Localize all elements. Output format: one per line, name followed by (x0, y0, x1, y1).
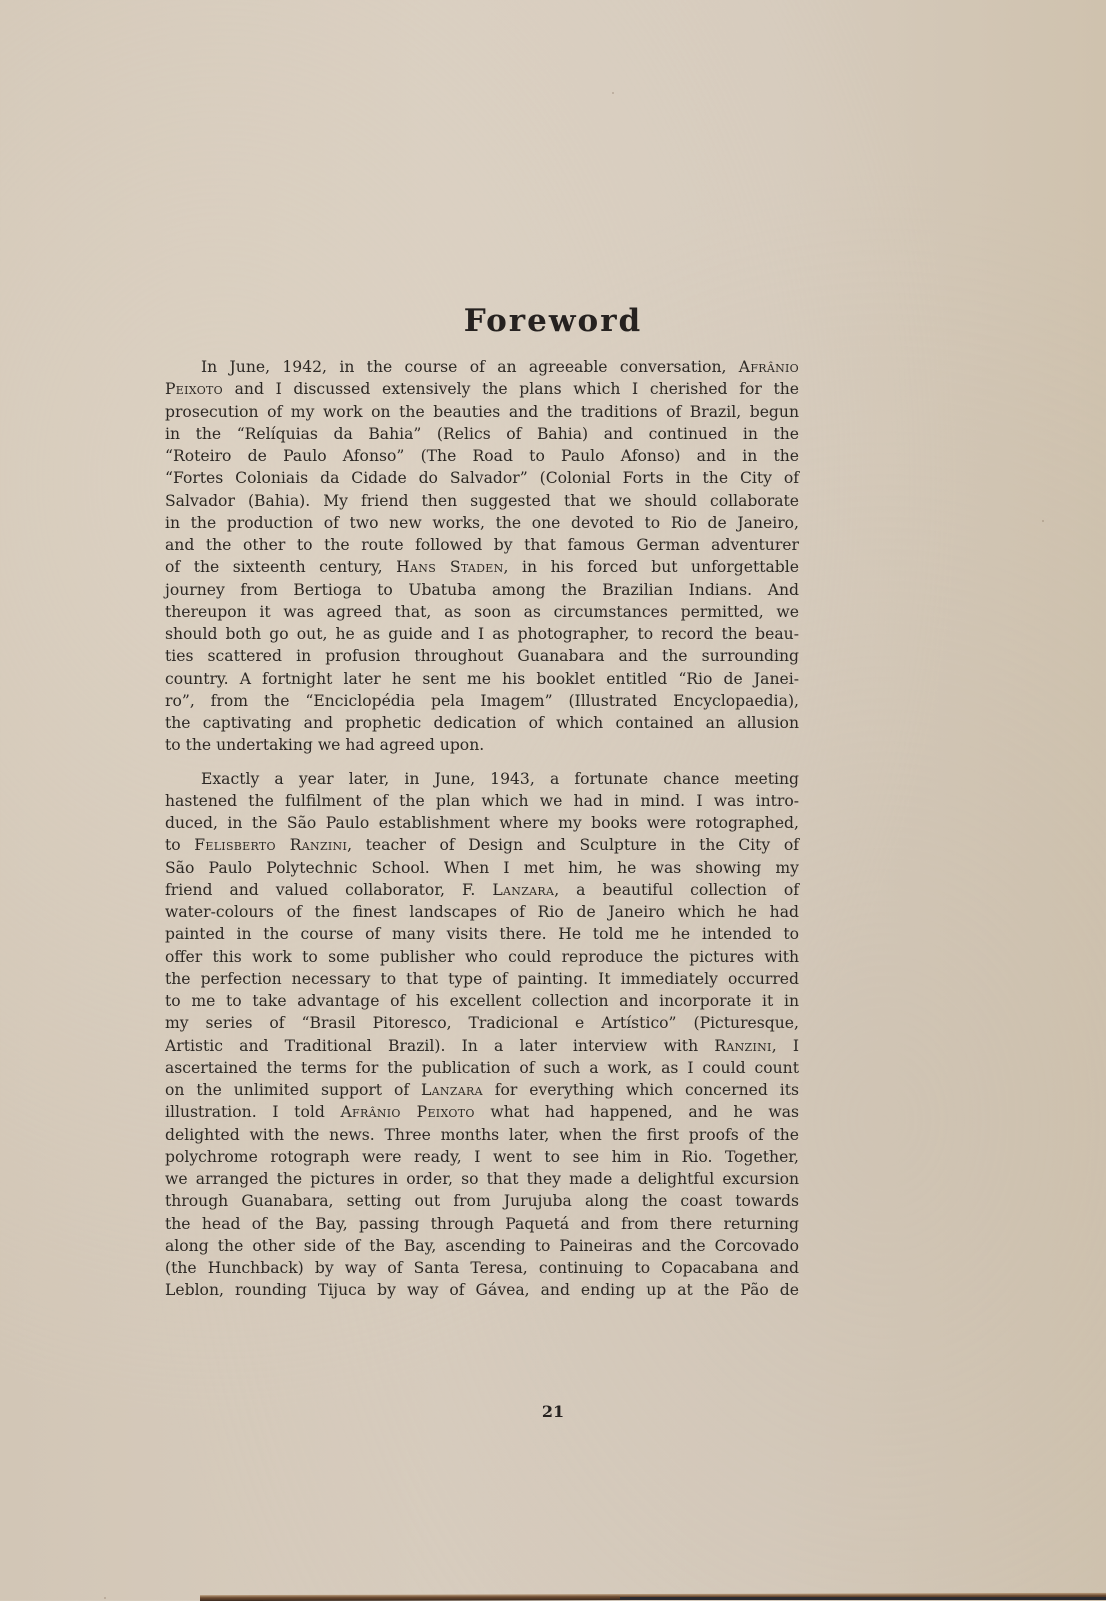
text-line (165, 1213, 799, 1235)
text-line (165, 1235, 799, 1257)
text-run: of the sixteenth century, (165, 558, 397, 577)
text-run: offer this work to some publisher who could reproduce the pictures with (165, 947, 799, 966)
text-line (165, 623, 799, 645)
text-run: what had happened, and he was (474, 1103, 800, 1122)
text-run: ties scattered in profusion throughout Guanabara and the surrounding (165, 647, 799, 666)
text-line (165, 1190, 799, 1212)
text-run: , a beautiful collection of (554, 880, 799, 899)
text-line (165, 601, 799, 623)
text-line (165, 901, 799, 923)
paper-speck (104, 1597, 106, 1599)
small-caps-name: Lanzara (492, 880, 555, 899)
text-line (165, 768, 799, 790)
small-caps-name: Hans Staden (396, 558, 504, 577)
text-run: journey from Bertioga to Ubatuba among the Brazilian Indians. And (165, 580, 799, 599)
text-line (165, 645, 799, 667)
small-caps-name: Ranzini (714, 1036, 772, 1055)
text-run: and the other to the route followed by that famous German adventurer (165, 536, 799, 554)
paper-speck (612, 92, 614, 94)
text-run: polychrome rotograph were ready, I went to see him in Rio. Together, (165, 1147, 799, 1166)
small-caps-name: Felisberto Ranzini (194, 836, 348, 855)
text-line (165, 1035, 799, 1057)
text-line (165, 490, 799, 512)
text-line (165, 467, 799, 489)
text-run: to me to take advantage of his excellent collection and incorporate it in (165, 992, 799, 1010)
text-run: water-colours of the finest landscapes of Rio de Janeiro which he had (165, 903, 799, 921)
text-run: along the other side of the Bay, ascending to Paineiras and the Corcovado (165, 1236, 799, 1255)
text-run: ascertained the terms for the publication of such a work, as I could count (165, 1058, 799, 1077)
text-run: São Paulo Polytechnic School. When I met him, he was showing my (165, 858, 799, 877)
text-line (165, 923, 799, 945)
text-run: delighted with the news. Three months later, when the first proofs of the (165, 1125, 799, 1144)
page-title: Foreword (463, 302, 643, 339)
text-line (165, 734, 799, 756)
text-line (165, 356, 799, 378)
text-run: “Fortes Coloniais da Cidade do Salvador” (Colonial Forts in the City of (165, 469, 799, 488)
text-run: friend and valued collaborator, F. (165, 880, 493, 899)
text-run: the head of the Bay, passing through Paquetá and from there returning (165, 1214, 799, 1233)
text-run: , in his forced but unforgettable (503, 558, 799, 577)
text-line (165, 968, 799, 990)
text-run: my series of “Brasil Pitoresco, Tradicional e Artístico” (Picturesque, (165, 1014, 799, 1033)
text-line (165, 445, 799, 467)
text-run: we arranged the pictures in order, so that they made a delightful excursion (165, 1170, 799, 1188)
text-run: country. A fortnight later he sent me his booklet entitled “Rio de Janei- (165, 669, 799, 688)
text-run: illustration. I told (165, 1103, 341, 1122)
text-run: and I discussed extensively the plans which I cherished for the (222, 380, 799, 399)
text-line (165, 512, 799, 534)
text-run: , I (771, 1036, 800, 1055)
text-line (165, 579, 799, 601)
text-run: (the Hunchback) by way of Santa Teresa, continuing to Copacabana and (165, 1259, 799, 1277)
text-run: the captivating and prophetic dedication of which contained an allusion (165, 714, 799, 732)
text-line (165, 690, 799, 712)
text-line (165, 534, 799, 556)
text-run: thereupon it was agreed that, as soon as circumstances permitted, we (165, 602, 799, 621)
text-run: to (165, 836, 195, 855)
text-line (165, 668, 799, 690)
text-run: Exactly a year later, in June, 1943, a fortunate chance meeting (201, 769, 799, 788)
foreword-body (165, 356, 799, 1302)
text-line (165, 857, 799, 879)
text-line (165, 1124, 799, 1146)
text-line (165, 1146, 799, 1168)
text-run: Salvador (Bahia). My friend then suggested that we should collaborate (165, 491, 799, 510)
small-caps-name: Afrânio Peixoto (340, 1103, 475, 1122)
text-line (165, 401, 799, 423)
text-run: the perfection necessary to that type of painting. It immediately occurred (165, 969, 799, 988)
text-run: , teacher of Design and Sculpture in the City of (347, 836, 799, 855)
text-run: “Roteiro de Paulo Afonso” (The Road to Paulo Afonso) and in the (165, 447, 799, 465)
text-line (165, 712, 799, 734)
text-line (165, 1279, 799, 1301)
text-run: in the “Relíquias da Bahia” (Relics of Bahia) and continued in the (165, 424, 799, 443)
text-line (165, 790, 799, 812)
text-run: Leblon, rounding Tijuca by way of Gávea, and ending up at the Pão de (165, 1281, 799, 1300)
text-line (165, 423, 799, 445)
text-line (165, 1057, 799, 1079)
paragraph-1 (165, 356, 799, 757)
text-run: Artistic and Traditional Brazil). In a later interview with (165, 1036, 715, 1055)
text-line (165, 834, 799, 856)
small-caps-name: Afrânio (738, 358, 799, 376)
text-run: duced, in the São Paulo establishment where my books were rotographed, (165, 814, 799, 832)
text-run: to the undertaking we had agreed upon. (165, 736, 485, 755)
text-run: In June, 1942, in the course of an agreeable conversation, (201, 358, 739, 376)
text-run: hastened the fulfilment of the plan which we had in mind. I was intro- (165, 791, 799, 810)
page-number: 21 (541, 1402, 565, 1421)
text-line (165, 378, 799, 400)
text-run: should both go out, he as guide and I as photographer, to record the beau- (165, 625, 799, 643)
text-run: prosecution of my work on the beauties and the traditions of Brazil, begun (165, 402, 799, 421)
text-run: painted in the course of many visits there. He told me he intended to (165, 925, 799, 944)
text-line (165, 990, 799, 1012)
small-caps-name: Lanzara (421, 1081, 483, 1099)
text-line (165, 879, 799, 901)
text-run: for everything which concerned its (482, 1081, 799, 1099)
text-line (165, 1012, 799, 1034)
text-line (165, 1079, 799, 1101)
text-line (165, 1168, 799, 1190)
text-line (165, 812, 799, 834)
text-line (165, 556, 799, 578)
text-run: ro”, from the “Enciclopédia pela Imagem” (Illustrated Encyclopaedia), (165, 691, 799, 710)
text-line (165, 1257, 799, 1279)
small-caps-name: Peixoto (165, 380, 223, 399)
paper-speck (1042, 520, 1044, 522)
text-run: through Guanabara, setting out from Jurujuba along the coast towards (165, 1192, 799, 1211)
text-line (165, 1101, 799, 1123)
text-run: on the unlimited support of (165, 1081, 421, 1099)
text-line (165, 946, 799, 968)
text-run: in the production of two new works, the one devoted to Rio de Janeiro, (165, 513, 799, 532)
paragraph-2 (165, 768, 799, 1302)
